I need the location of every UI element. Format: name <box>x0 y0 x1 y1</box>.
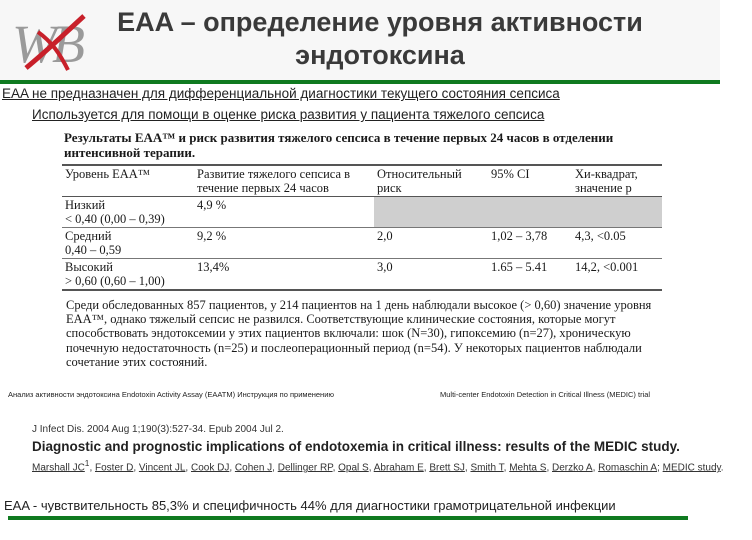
author-link[interactable]: Abraham E <box>373 462 424 474</box>
citation-authors: Marshall $JC^1$, Foster D, Vincent JL, Cook DJ, Cohen J, Dellinger RP, Opal S, Abraham E, Brett SJ, Smith T, Mehta S, Derzko A, Romaschin A; MEDIC study. <box>32 458 724 474</box>
footer-divider <box>8 516 688 520</box>
author-link[interactable]: Opal S <box>338 462 369 474</box>
header <box>0 0 720 80</box>
column-header: Развитие тяжелого сепсиса в течение первых 24 часов <box>194 165 374 197</box>
table-row <box>62 259 662 291</box>
author-link[interactable]: Marshall JC <box>32 462 85 474</box>
footer-text: EAA - чувствительность 85,3% и специфичность 44% для диагностики грамотрицательной инфекции <box>4 498 616 513</box>
table-cell: 4,9 % <box>194 197 374 228</box>
author-link[interactable]: Cook DJ <box>190 462 230 474</box>
citation-title[interactable]: Diagnostic and prognostic implications of endotoxemia in critical illness: results of the MEDIC study. <box>32 439 680 454</box>
table-row <box>62 228 662 259</box>
table-cell: 1.65 – 5.41 <box>488 259 572 291</box>
svg-text:B: B <box>52 14 85 74</box>
author-link[interactable]: Romaschin A <box>598 462 658 474</box>
author-link[interactable]: Mehta S <box>509 462 547 474</box>
caption-left: Анализ активности эндотоксина Endotoxin Activity Assay (EAATM) Инструкция по применению <box>8 390 335 399</box>
citation-journal[interactable]: J Infect Dis. 2004 Aug 1;190(3):527-34. Epub 2004 Jul 2. <box>32 424 284 435</box>
table-cell: Высокий > 0,60 (0,60 – 1,00) <box>62 259 194 291</box>
author-link[interactable]: Vincent JL <box>138 462 186 474</box>
table-title: Результаты EAA™ и риск развития тяжелого сепсиса в течение первых 24 часов в отделении интенсивной терапии. <box>64 130 614 160</box>
results-table <box>62 164 662 291</box>
svg-text:W: W <box>12 14 57 74</box>
table-row <box>62 197 662 228</box>
author-link[interactable]: Derzko A <box>552 462 593 474</box>
table-cell <box>572 197 662 228</box>
table-cell <box>374 197 488 228</box>
author-link[interactable]: Brett SJ <box>429 462 465 474</box>
author-link[interactable]: MEDIC study <box>662 462 721 474</box>
author-link[interactable]: Smith T <box>470 462 504 474</box>
author-link[interactable]: Foster D <box>95 462 134 474</box>
table-cell: Низкий < 0,40 (0,00 – 0,39) <box>62 197 194 228</box>
column-header: Хи-квадрат, значение p <box>572 165 662 197</box>
table-cell: 3,0 <box>374 259 488 291</box>
table-cell: 9,2 % <box>194 228 374 259</box>
title-line-2: эндотоксина <box>295 40 465 70</box>
table-cell: 13,4% <box>194 259 374 291</box>
column-header: Относительный риск <box>374 165 488 197</box>
results-table-block <box>62 130 664 291</box>
table-cell: 4,3, <0.05 <box>572 228 662 259</box>
subtitle-line-2: Используется для помощи в оценке риска развития у пациента тяжелого сепсиса <box>32 107 545 122</box>
column-header: Уровень EAA™ <box>62 165 194 197</box>
table-cell: Средний 0,40 – 0,59 <box>62 228 194 259</box>
page-title <box>60 6 700 72</box>
citation-block <box>32 424 724 474</box>
subtitle-line-1: EAA не предназначен для дифференциальной диагностики текущего состояния сепсиса <box>2 86 560 101</box>
author-link[interactable]: Cohen J <box>234 462 273 474</box>
table-cell <box>488 197 572 228</box>
findings-paragraph: Среди обследованных 857 пациентов, у 214 пациентов на 1 день наблюдали высокое (> 0,60) значение уровня EAA™, однако тяжелый сепсис не развился. Соответствующие клинические состояния, которые могут способствовать эндотоксемии у этих пациентов включали: шок (N=30), гипоксемию (n=27), хроническую почечную недостаточность (n=25) и послеоперационный период (n=54). У некоторых пациентов наблюдали сочетание этих состояний. <box>66 298 652 369</box>
table-cell: 14,2, <0.001 <box>572 259 662 291</box>
caption-right: Multi-center Endotoxin Detection in Critical Illness (MEDIC) trial <box>440 390 651 399</box>
column-header: 95% CI <box>488 165 572 197</box>
author-link[interactable]: Dellinger RP <box>277 462 333 474</box>
title-divider <box>0 80 720 84</box>
table-cell: 1,02 – 3,78 <box>488 228 572 259</box>
table-cell: 2,0 <box>374 228 488 259</box>
table-header-row <box>62 165 662 197</box>
title-line-1: EAA – определение уровня активности <box>117 7 643 37</box>
